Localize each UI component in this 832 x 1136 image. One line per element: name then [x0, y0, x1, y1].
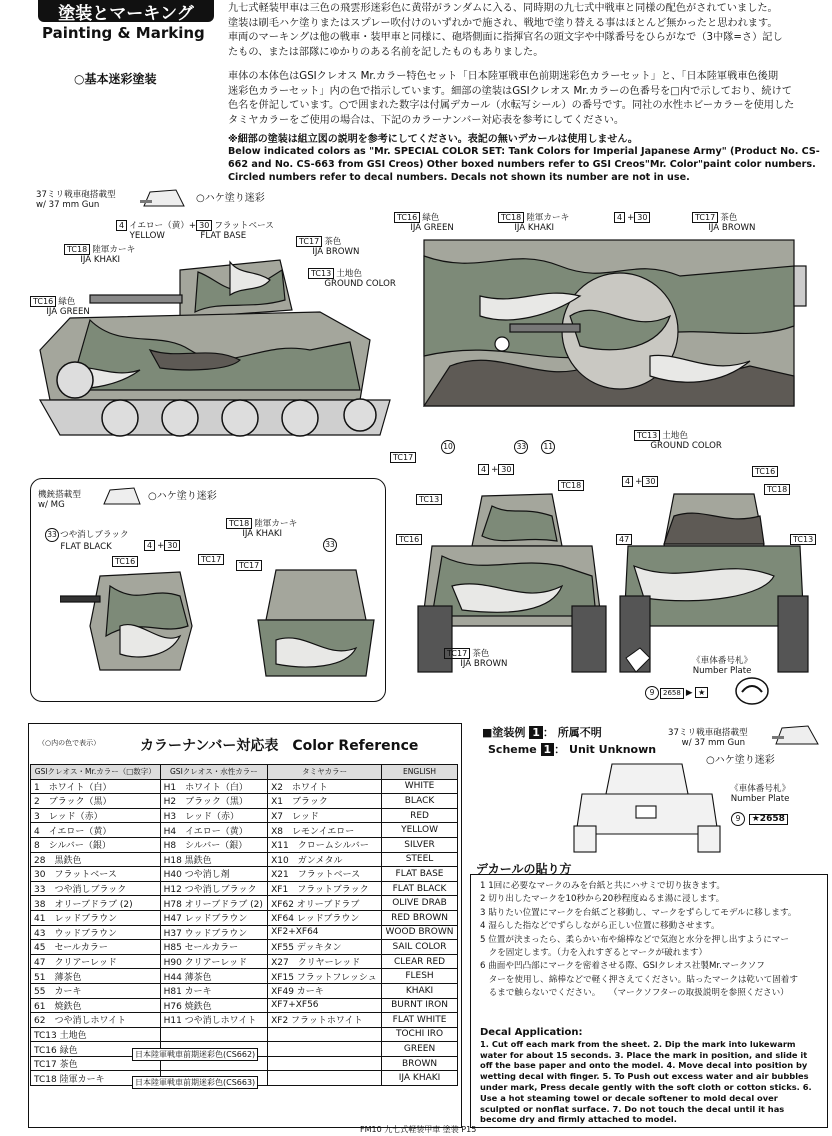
decal-number: 9 [645, 686, 659, 700]
table-cell: 41 レッドブラウン [31, 910, 161, 925]
table-cell: H4 イエロー（黄） [160, 823, 268, 838]
table-cell: X10 ガンメタル [268, 852, 382, 867]
decal-callouts-top [440, 440, 556, 454]
table-cell: 28 黒鉄色 [31, 852, 161, 867]
table-cell: WOOD BROWN [382, 925, 458, 940]
decal-step: 1 1回に必要なマークのみを台紙と共にハサミで切り抜きます。 [480, 881, 726, 891]
callout-jp: 土地色 [336, 269, 362, 279]
callout-yellow-mg [144, 540, 182, 551]
variant-label [36, 190, 116, 210]
plus-sign: + [491, 465, 499, 475]
callout-47-rear [616, 534, 634, 545]
table-cell: H11 つや消しホワイト [160, 1013, 268, 1028]
table-cell: H40 つや消し剤 [160, 867, 268, 882]
callout-en: IJA BROWN [708, 223, 756, 233]
callout-tc16-rear [752, 466, 780, 477]
color-box: 4 [144, 540, 155, 551]
color-box: 30 [196, 220, 212, 231]
callout-tc18-top [498, 212, 569, 233]
emblem-icon [734, 676, 770, 706]
table-cell: H1 ホワイト（白） [160, 779, 268, 794]
color-ref-note: （○内の色で表示） [38, 739, 101, 747]
color-box: 30 [498, 464, 514, 475]
callout-jp: 茶色 [324, 237, 342, 247]
callout-tc18-mg [226, 518, 297, 539]
callout-jp: 茶色 [720, 213, 738, 223]
intro-line: たもの、または部隊にゆかりのある名前を記したものもありました。 [228, 46, 544, 58]
table-row [31, 852, 458, 867]
callout-tc17 [296, 236, 359, 257]
tc-set-note-1: 日本陸軍戦車前期迷彩色(CS662) [132, 1048, 258, 1061]
scheme-variant [668, 728, 748, 748]
table-row [31, 867, 458, 882]
scheme-plate-label [730, 784, 790, 804]
table-header-cell: タミヤカラー [268, 765, 382, 780]
callout-en: GROUND COLOR [324, 279, 396, 289]
color-reference-table [30, 764, 458, 1086]
color-box: TC13 [416, 494, 442, 505]
table-cell: SAIL COLOR [382, 940, 458, 955]
turret-thumbnail [140, 186, 190, 210]
callout-tc18-front [558, 480, 586, 491]
section-heading: ○基本迷彩塗装 [74, 72, 157, 86]
color-box: TC16 [396, 534, 422, 545]
body-line: 車体の本体色はGSIクレオス Mr.カラー特色セット「日本陸軍戦車色前期迷彩色カラーセット」と、「日本陸軍戦車色後期 [228, 71, 779, 82]
callout-tc17-front [444, 648, 507, 669]
color-ref-title: カラーナンバー対応表 Color Reference [140, 738, 419, 754]
table-cell: H78 オリーブドラブ (2) [160, 896, 268, 911]
scheme-number: 1 [541, 743, 555, 756]
table-row [31, 940, 458, 955]
color-box: 30 [642, 476, 658, 487]
table-cell: XF55 デッキタン [268, 940, 382, 955]
plate-number: ★2658 [749, 814, 788, 825]
table-cell: CLEAR RED [382, 954, 458, 969]
mg-turret-thumbnail [100, 484, 144, 506]
callout-jp: イエロー（黄） [129, 221, 189, 231]
callout-tc18-rear [764, 484, 792, 495]
plus-sign: + [188, 221, 197, 231]
table-cell: BLACK [382, 794, 458, 809]
table-cell: X2 ホワイト [268, 779, 382, 794]
intro-line: 車両のマーキングは他の戦車・装甲車と同様に、砲塔側面に指揮官名の頭文字や中隊番号をひらがなで（3中隊=さ）記し [228, 32, 783, 44]
body-line: 迷彩色カラーセット」内の色で指示しています。細部の塗装はGSIクレオス Mr.カラーの色番号を□内で示しており、続けて [228, 85, 792, 97]
star-box: ★ [695, 687, 708, 698]
table-cell: 47 クリアーレッド [31, 954, 161, 969]
variant-en: w/ MG [38, 500, 65, 510]
table-cell [268, 1027, 382, 1042]
table-cell: H37 ウッドブラウン [160, 925, 268, 940]
callout-en: YELLOW [129, 231, 165, 241]
color-number: 33 [45, 528, 59, 542]
table-cell: TC13 土地色 [31, 1027, 161, 1042]
table-cell: SILVER [382, 837, 458, 852]
color-box: TC17 [444, 648, 470, 659]
scheme-label-jp: ■塗装例 [482, 726, 526, 739]
color-box: TC18 [764, 484, 790, 495]
plate-decal: 9 2658 ▶ ★ [644, 686, 710, 700]
decal-number: 9 [731, 812, 745, 826]
table-cell: BURNT IRON [382, 998, 458, 1013]
table-cell: 61 焼鉄色 [31, 998, 161, 1013]
callout-en: IJA BROWN [460, 659, 508, 669]
table-cell: XF2 フラットホワイト [268, 1013, 382, 1028]
plus-sign: + [157, 541, 165, 551]
table-cell: XF62 オリーブドラブ [268, 896, 382, 911]
table-cell: H3 レッド（赤） [160, 808, 268, 823]
callout-jp: フラットベース [214, 221, 274, 231]
callout-jp: 緑色 [58, 297, 76, 307]
callout-tc13 [308, 268, 396, 289]
color-box: TC13 [790, 534, 816, 545]
table-cell: H18 黒鉄色 [160, 852, 268, 867]
color-box: TC16 [30, 296, 56, 307]
table-cell: FLESH [382, 969, 458, 984]
table-cell: 33 つや消しブラック [31, 881, 161, 896]
color-box: TC18 [226, 518, 252, 529]
variant-en: w/ 37 mm Gun [36, 200, 100, 210]
callout-en: IJA GREEN [410, 223, 454, 233]
table-cell: GREEN [382, 1042, 458, 1057]
table-cell: X27 クリヤーレッド [268, 954, 382, 969]
number-plate-icon [620, 644, 654, 678]
color-box: 4 [622, 476, 633, 487]
color-box: TC13 [308, 268, 334, 279]
color-box: TC16 [394, 212, 420, 223]
decal-step: るまで触らないでください。 （マークソフターの取扱説明を参照ください） [480, 988, 789, 999]
color-box: TC13 [634, 430, 660, 441]
table-cell: XF15 フラットフレッシュ [268, 969, 382, 984]
table-cell: H44 薄茶色 [160, 969, 268, 984]
table-cell [160, 1027, 268, 1042]
plate-en: Number Plate [692, 666, 752, 676]
table-cell: H12 つや消しブラック [160, 881, 268, 896]
decal-step: 6 曲面や凹凸部にマークを密着させる際、GSIクレオス社製Mr.マークソフ [480, 961, 765, 972]
decal-number: 33 [514, 440, 528, 454]
color-box: 30 [634, 212, 650, 223]
color-box: TC17 [390, 452, 416, 463]
table-row [31, 1027, 458, 1042]
table-row [31, 1013, 458, 1028]
scheme-name-jp: 所属不明 [557, 726, 602, 739]
table-row [31, 983, 458, 998]
decal-app-title: Decal Application: [480, 1027, 583, 1038]
table-cell: 4 イエロー（黄） [31, 823, 161, 838]
callout-tc16-top [394, 212, 454, 233]
table-cell: FLAT BASE [382, 867, 458, 882]
decal-step: 5 位置が決まったら、柔らかい布や綿棒などで気泡と水分を押し出すようにマー [480, 934, 789, 945]
intro-line: 塗装は刷毛ハケ塗りまたはスプレー吹付けのいずれかで施され、戦地で塗り替える事はほとんど無かったと思われます。 [228, 17, 778, 29]
decal-app-body: 1. Cut off each mark from the sheet. 2. Dip the mark into lukewarm water for about 15 seconds. 3. Place the mark in position, and slide it off the base paper and onto the model. 4. Move decal into position by wetting decal with finger. 5. To Push out excess water and air bubbles under mark, Press decale gently with the soft cloth or cotton sticks. 6. Use a hot steaming towel or decale softener to mold decal over sculpted or nonflat surface. 7. Do not touch the decal until it has become dry and firmly attached to model. [480, 1038, 812, 1125]
callout-jp: つや消しブラック [60, 530, 129, 540]
table-cell: H76 焼鉄色 [160, 998, 268, 1013]
table-cell: 55 カーキ [31, 983, 161, 998]
plus-sign: + [627, 213, 635, 223]
table-cell: X11 クロームシルバー [268, 837, 382, 852]
table-cell: 45 セールカラー [31, 940, 161, 955]
table-cell: H2 ブラック（黒） [160, 794, 268, 809]
tank-top-view [420, 236, 810, 436]
color-box: TC18 [64, 244, 90, 255]
table-cell: OLIVE DRAB [382, 896, 458, 911]
callout-tc17b [390, 452, 418, 463]
note-en: Below indicated colors as "Mr. SPECIAL COLOR SET: Tank Colors for Imperial Japanese Army" (Product No. CS-662 and No. CS-663 from GSI Creos) Other boxed numbers refer to GSI Creos"Mr. Color"paint color numbers. Circled numbers refer to decal numbers. Decals not shown its number are not in use. [228, 146, 820, 184]
table-cell: 43 ウッドブラウン [31, 925, 161, 940]
callout-tc13-top [634, 430, 722, 451]
table-header-cell: GSIクレオス・Mr.カラー（□数字） [31, 765, 161, 780]
decal-number: 10 [441, 440, 455, 454]
table-cell: TC18 陸軍カーキ [31, 1071, 161, 1086]
body-text [228, 70, 826, 128]
color-box: TC17 [296, 236, 322, 247]
scheme-name-en: Unit Unknown [569, 743, 657, 756]
table-cell [268, 1056, 382, 1071]
callout-yellow [116, 220, 274, 241]
table-cell: KHAKI [382, 983, 458, 998]
table-cell: YELLOW [382, 823, 458, 838]
table-cell: FLAT WHITE [382, 1013, 458, 1028]
callout-en: IJA KHAKI [242, 529, 283, 539]
table-row [31, 998, 458, 1013]
callout-tc16-front [396, 534, 424, 545]
color-box: TC16 [752, 466, 778, 477]
table-cell: TC17 茶色 [31, 1056, 161, 1071]
table-cell: 8 シルバー（銀） [31, 837, 161, 852]
callout-tc16 [30, 296, 90, 317]
tank-front-view [412, 486, 612, 676]
callout-tc13-rear [790, 534, 818, 545]
callout-jp: 陸軍カーキ [92, 245, 136, 255]
decal-step: 4 湿らした指などでずらしながら正しい位置に移動させます。 [480, 921, 720, 932]
color-box: 4 [116, 220, 127, 231]
table-cell [268, 1071, 382, 1086]
table-cell: H90 クリアーレッド [160, 954, 268, 969]
table-cell: H81 カーキ [160, 983, 268, 998]
intro-text [228, 2, 826, 60]
variant-jp: 37ミリ戦車砲搭載型 [668, 728, 748, 738]
table-cell: IJA KHAKI [382, 1071, 458, 1086]
plus-sign: + [635, 477, 643, 487]
table-row [31, 896, 458, 911]
callout-en: IJA BROWN [312, 247, 360, 257]
table-cell: RED [382, 808, 458, 823]
table-row [31, 837, 458, 852]
callout-tc17-top [692, 212, 755, 233]
scheme-brush-label: ○ハケ塗り迷彩 [706, 755, 775, 766]
scheme-number: 1 [529, 726, 543, 739]
table-cell: 30 フラットベース [31, 867, 161, 882]
callout-jp: 土地色 [662, 431, 688, 441]
scheme-plate-decal [730, 812, 790, 826]
variant-en: w/ 37 mm Gun [681, 738, 746, 748]
scheme-heading: ■塗装例 1 ： 所属不明 [482, 726, 602, 739]
table-header-cell: GSIクレオス・水性カラー [160, 765, 268, 780]
table-cell: 62 つや消しホワイト [31, 1013, 161, 1028]
color-box: TC17 [198, 554, 224, 565]
table-row [31, 794, 458, 809]
callout-en: FLAT BASE [200, 231, 247, 241]
scheme-tank-rear [572, 758, 722, 854]
table-cell: XF64 レッドブラウン [268, 910, 382, 925]
table-cell: H47 レッドブラウン [160, 910, 268, 925]
table-row [31, 779, 458, 794]
plate-jp: 《車体番号札》 [692, 656, 753, 666]
table-cell: BROWN [382, 1056, 458, 1071]
table-row [31, 925, 458, 940]
mg-turret-drawing [60, 566, 220, 676]
table-header-cell: ENGLISH [382, 765, 458, 780]
table-cell: 38 オリーブドラブ (2) [31, 896, 161, 911]
table-row [31, 969, 458, 984]
body-line: 色名を併記しています。○で囲まれた数字は付属デカール（水転写シール）の番号です。同社の水性ホビーカラーを使用した [228, 100, 795, 112]
decal-step: クを固定します。（力を入れすぎるとマークが破れます） [480, 948, 708, 959]
color-box: TC18 [558, 480, 584, 491]
callout-yellow-top [614, 212, 652, 223]
color-box: 4 [478, 464, 489, 475]
callout-jp: 陸軍カーキ [526, 213, 570, 223]
callout-en: GROUND COLOR [650, 441, 722, 451]
mg-variant-label [38, 490, 81, 510]
table-cell: XF7+XF56 [268, 998, 382, 1013]
table-cell: FLAT BLACK [382, 881, 458, 896]
table-cell: WHITE [382, 779, 458, 794]
scheme-heading-en: Scheme 1 ： Unit Unknown [488, 743, 657, 756]
table-cell: X8 レモンイエロー [268, 823, 382, 838]
page-title-en: Painting & Marking [42, 24, 205, 42]
table-row [31, 954, 458, 969]
color-box: TC18 [498, 212, 524, 223]
color-box: TC16 [112, 556, 138, 567]
decal-step: 3 貼りたい位置にマークを台紙ごと移動し、マークをずらしてモデルに移します。 [480, 907, 797, 918]
table-cell: XF2+XF64 [268, 925, 382, 940]
table-cell: X21 フラットベース [268, 867, 382, 882]
table-cell: 2 ブラック（黒） [31, 794, 161, 809]
table-cell: 1 ホワイト（白） [31, 779, 161, 794]
callout-en: IJA KHAKI [514, 223, 555, 233]
callout-jp: 茶色 [472, 649, 490, 659]
variant-jp: 37ミリ戦車砲搭載型 [36, 190, 116, 200]
table-cell: 51 薄茶色 [31, 969, 161, 984]
scheme-turret-thumbnail [772, 722, 822, 748]
table-cell: X7 レッド [268, 808, 382, 823]
table-cell [268, 1042, 382, 1057]
intro-line: 九七式軽装甲車は三色の飛雲形迷彩色に黄帯がランダムに入る、同時期の九七式中戦車と同様の配色がされていました。 [228, 3, 778, 14]
callout-yellow-front [478, 464, 516, 475]
decal-title: デカールの貼り方 [476, 862, 572, 876]
table-cell: RED BROWN [382, 910, 458, 925]
table-cell: 3 レッド（赤） [31, 808, 161, 823]
mg-turret-rear [256, 560, 376, 680]
callout-en: FLAT BLACK [60, 542, 112, 552]
table-header-row [31, 765, 458, 780]
table-cell: TOCHI IRO [382, 1027, 458, 1042]
callout-en: IJA GREEN [46, 307, 90, 317]
callout-flat-black [44, 528, 129, 552]
color-box: TC17 [236, 560, 262, 571]
table-cell: TC16 緑色 [31, 1042, 161, 1057]
decal-en-text [480, 1028, 820, 1125]
table-cell: STEEL [382, 852, 458, 867]
brush-camo-label: ○ハケ塗り迷彩 [196, 193, 265, 204]
callout-tc13-front [416, 494, 444, 505]
scheme-label-en: Scheme [488, 743, 537, 756]
table-cell: XF49 カーキ [268, 983, 382, 998]
table-cell: H8 シルバー（銀） [160, 837, 268, 852]
decal-number: 11 [541, 440, 555, 454]
callout-yellow-rear [622, 476, 660, 487]
plate-number: 2658 [660, 688, 684, 699]
table-row [31, 823, 458, 838]
color-box: 30 [164, 540, 180, 551]
decal-number: 33 [323, 538, 337, 552]
callout-jp: 緑色 [422, 213, 440, 223]
page-footer: FM10 九七式軽装甲車 塗装 P15 [360, 1125, 477, 1134]
callout-tc17-mg [198, 554, 226, 565]
color-box: 47 [616, 534, 632, 545]
table-row [31, 808, 458, 823]
table-cell: X1 ブラック [268, 794, 382, 809]
variant-jp: 機銃搭載型 [38, 490, 81, 500]
color-box: TC17 [692, 212, 718, 223]
table-row [31, 910, 458, 925]
number-plate-label [692, 656, 752, 676]
callout-en: IJA KHAKI [80, 255, 121, 265]
body-line: タミヤカラーをご使用の場合は、下記のカラーナンバー対応表を参考にしてください。 [228, 114, 625, 126]
brush-camo-label-mg: ○ハケ塗り迷彩 [148, 491, 217, 502]
decal-jp-text [480, 880, 820, 1001]
decal-step: ターを使用し、綿棒などで軽く押さえてください。貼ったマークは乾いて固着す [480, 974, 798, 985]
callout-tc18 [64, 244, 135, 265]
note-jp: ※細部の塗装は組立図の説明を参考にしてください。表記の無いデカールは使用しません。 [228, 134, 638, 145]
table-cell: H85 セールカラー [160, 940, 268, 955]
page-title-jp: 塗装とマーキング [38, 0, 214, 22]
table-row [31, 881, 458, 896]
tc-set-note-2: 日本陸軍戦車前期迷彩色(CS663) [132, 1076, 258, 1089]
decal-33-mg [322, 538, 338, 552]
callout-jp: 陸軍カーキ [254, 519, 298, 529]
plate-jp: 《車体番号札》 [730, 784, 791, 794]
color-box: 4 [614, 212, 625, 223]
decal-step: 2 切り出したマークを10秒から20秒程度ぬるま湯に浸します。 [480, 894, 725, 905]
table-cell: XF1 フラットブラック [268, 881, 382, 896]
plate-en: Number Plate [730, 794, 790, 804]
